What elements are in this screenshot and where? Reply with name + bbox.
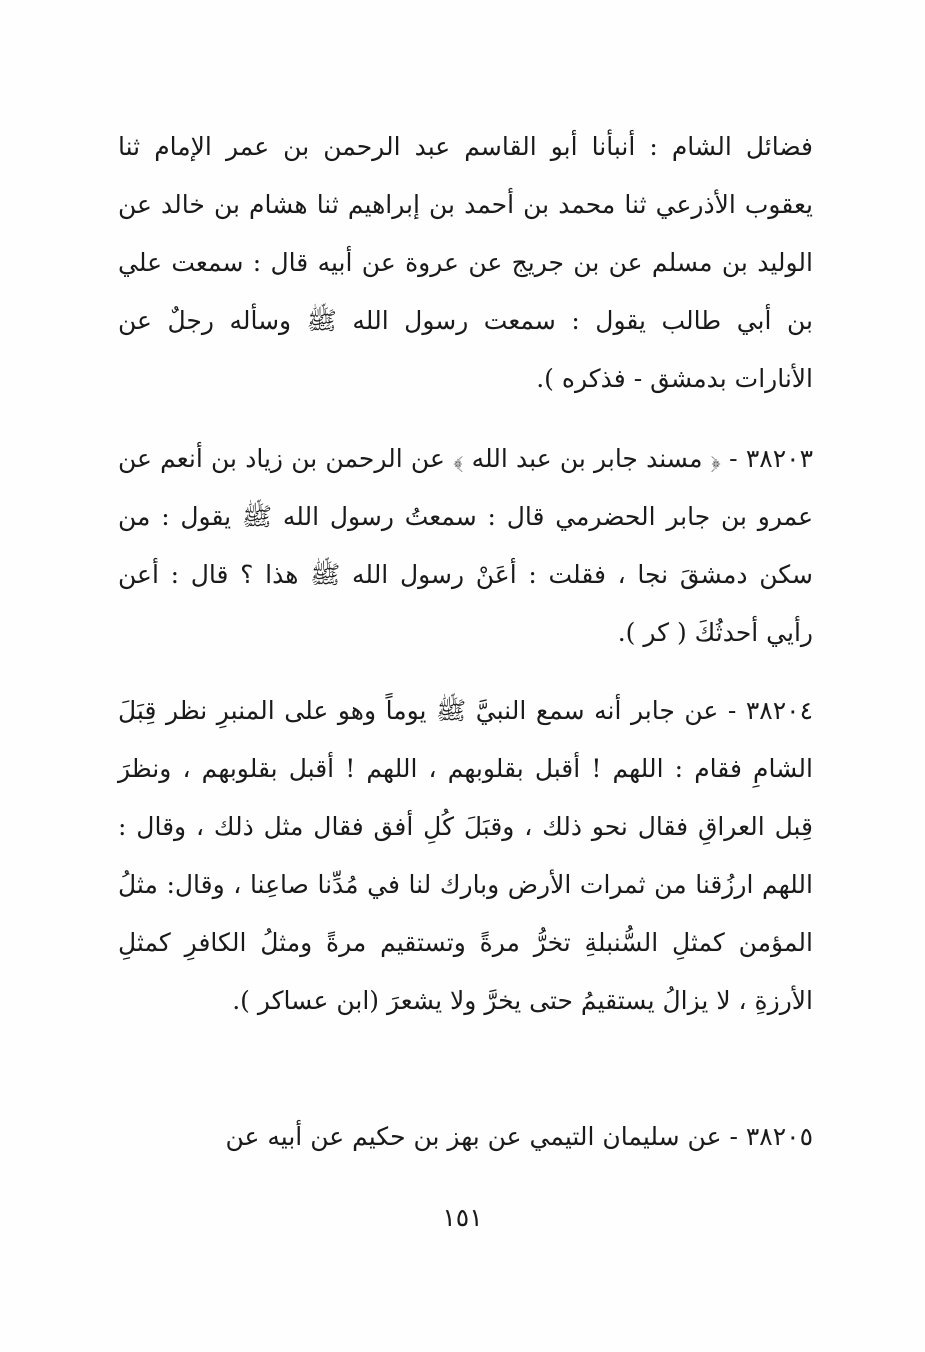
page-number: ١٥١	[442, 1203, 483, 1232]
paragraph-hadith-38203: ٣٨٢٠٣ - ﴿ مسند جابر بن عبد الله ﴾ عن الرحمن بن زياد بن أنعم عن عمرو بن جابر الحضرمي قال : سمعتُ رسول الله ﷺ يقول : من سكن دمشقَ نجا ، فقلت : أعَنْ رسول الله ﷺ هذا ؟ قال : أعن رأيي أحدثُكَ ( كر ).	[118, 444, 813, 647]
paragraph-fadail-al-sham: فضائل الشام : أنبأنا أبو القاسم عبد الرحمن بن عمر الإمام ثنا يعقوب الأذرعي ثنا محمد بن أحمد بن إبراهيم ثنا هشام بن خالد عن الوليد بن مسلم عن بن جريج عن عروة عن أبيه قال : سمعت علي بن أبي طالب يقول : سمعت رسول الله ﷺ وسأله رجلٌ عن الأنارات بدمشق - فذكره ).	[118, 132, 813, 393]
paragraph-hadith-38204: ٣٨٢٠٤ - عن جابر أنه سمع النبيَّ ﷺ يوماً وهو على المنبرِ نظر قِبَلَ الشامِ فقام : اللهم ! أقبل بقلوبهم ، اللهم ! أقبل بقلوبهم ، ونظرَ قِبل العراقِ فقال نحو ذلك ، وقبَلَ كُلِ أفق فقال مثل ذلك ، وقال : اللهم ارزُقنا من ثمرات الأرض وبارك لنا في مُدِّنا صاعِنا ، وقال: مثلُ المؤمن كمثلِ السُّنبلةِ تخرُّ مرةً وتستقيم مرةً ومثلُ الكافرِ كمثلِ الأرزةِ ، لا يزالُ يستقيمُ حتى يخرَّ ولا يشعرَ (ابن عساكر ).	[118, 696, 813, 1015]
paragraph-hadith-38205: ٣٨٢٠٥ - عن سليمان التيمي عن بهز بن حكيم عن أبيه عن	[225, 1122, 813, 1151]
